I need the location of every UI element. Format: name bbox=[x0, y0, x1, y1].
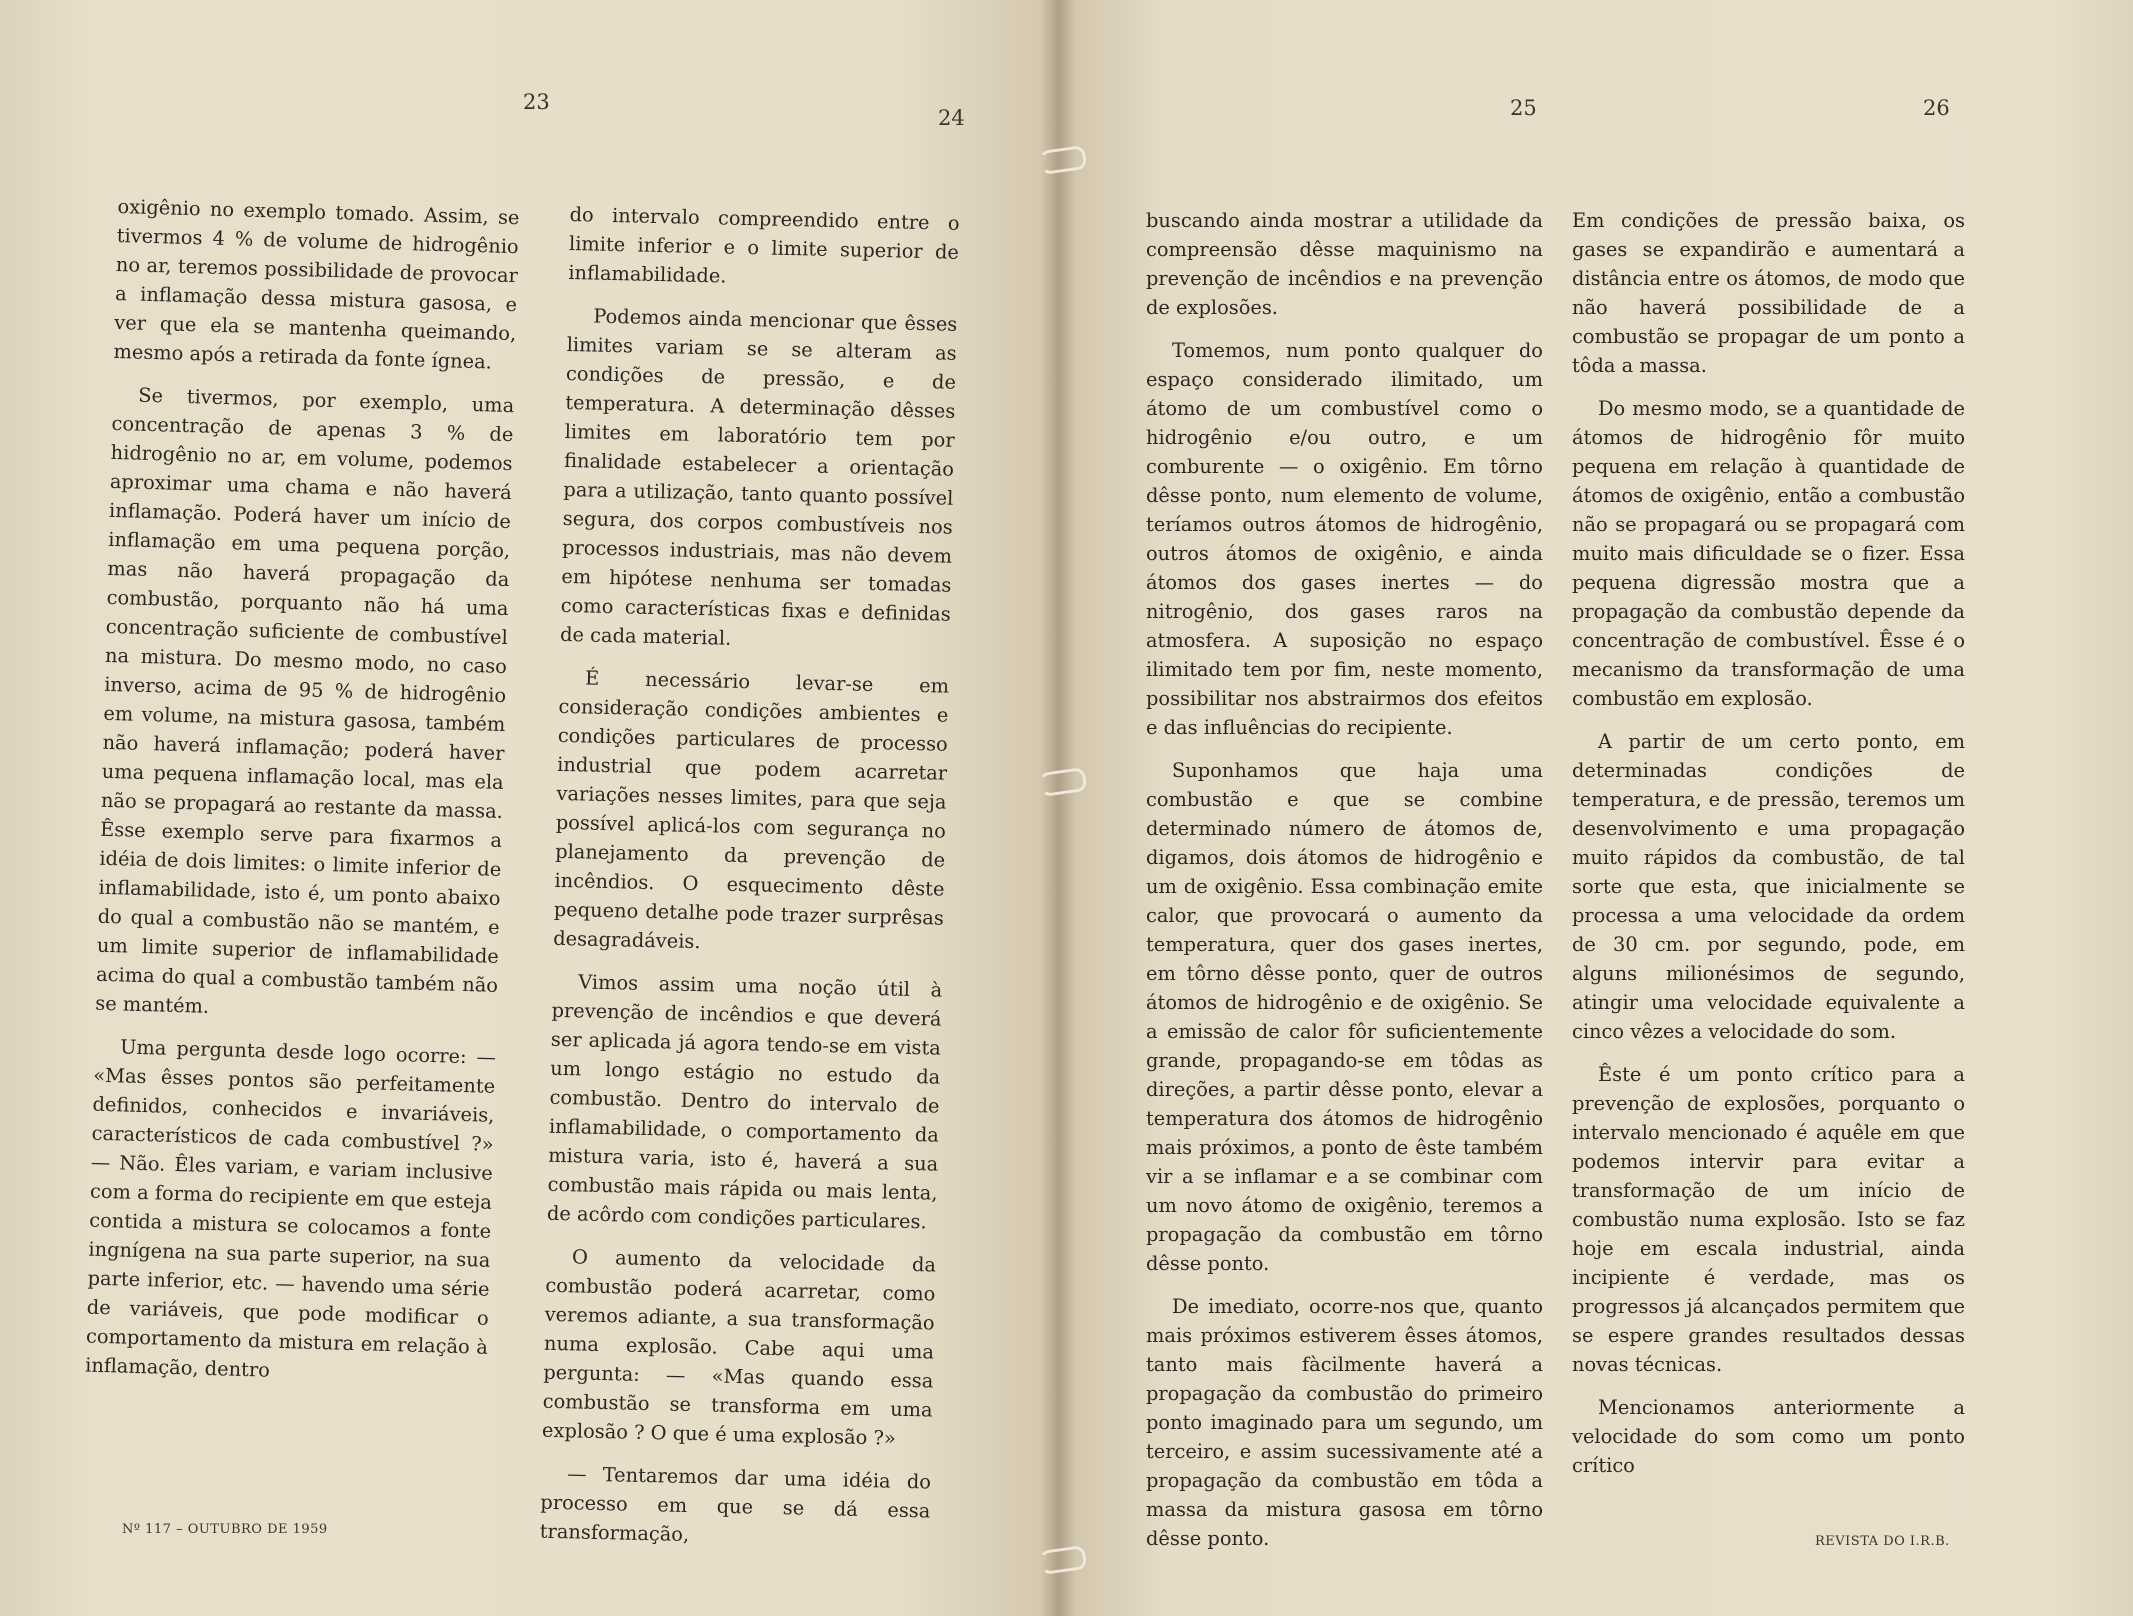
column-page-24 bbox=[539, 200, 960, 1568]
paragraph: Em condições de pressão baixa, os gases se expandirão e aumentará a distância entre os átomos, de modo que não haverá possibilidade de a combustão se propagar de um ponto a tôda a massa. bbox=[1572, 209, 1965, 377]
paragraph: Vimos assim uma noção útil à prevenção de incêndios e que deverá ser aplicada já agora tendo-se em vista um longo estágio no estudo da combustão. Dentro do intervalo de inflamabilidade, o comportamento da mistura varia, isto é, haverá a sua combustão mais rápida ou mais lenta, de acôrdo com condições particulares. bbox=[546, 970, 943, 1234]
paragraph: A partir de um certo ponto, em determinadas condições de temperatura, e de pressão, teremos um desenvolvimento e uma propagação muito rápidos da combustão, de tal sorte que esta, que inicialmente se processa a uma velocidade da ordem de 30 cm. por segundo, pode, em alguns milionésimos de segundo, atingir uma velocidade equivalente a cinco vêzes a velocidade do som. bbox=[1572, 730, 1965, 1043]
page-number-23: 23 bbox=[523, 90, 550, 114]
page-number-26: 26 bbox=[1923, 96, 1950, 120]
page-number-25: 25 bbox=[1510, 96, 1537, 120]
paragraph: Podemos ainda mencionar que êsses limites variam se se alteram as condições de pressão, e de temperatura. A determinação dêsses limites em laboratório tem por finalidade estabelecer a orientação para a utilização, tanto quanto possível segura, dos corpos combustíveis nos processos industriais, mas não devem em hipótese nenhuma ser tomadas como características fixas e definidas de cada material. bbox=[559, 304, 958, 650]
paragraph: oxigênio no exemplo tomado. Assim, se tivermos 4 % de volume de hidrogênio no ar, teremos possibilidade de provocar a inflamação dessa mistura gasosa, e ver que ela se mantenha queimando, mesmo após a retirada da fonte ígnea. bbox=[113, 194, 520, 374]
paragraph: Tomemos, num ponto qualquer do espaço considerado ilimitado, um átomo de um combustível como o hidrogênio e/ou outro, e um comburente — o oxigênio. Em tôrno dêsse ponto, num elemento de volume, teríamos outros átomos de hidrogênio, outros átomos de oxigênio, e ainda átomos dos gases inertes — do nitrogênio, dos gases raros na atmosfera. A suposição no espaço ilimitado tem por fim, neste momento, possibilitar nos abstrairmos dos efeitos e das influências do recipiente. bbox=[1146, 339, 1543, 739]
paragraph: — Tentaremos dar uma idéia do processo em que se dá essa transformação, bbox=[539, 1462, 932, 1547]
footer-issue: Nº 117 – OUTUBRO DE 1959 bbox=[122, 1522, 328, 1537]
binding-gutter bbox=[1040, 0, 1076, 1616]
paragraph: Êste é um ponto crítico para a prevenção de explosões, porquanto o intervalo mencionado é aquêle em que podemos intervir para evitar a transformação de um início de combustão numa explosão. Isto se faz hoje em escala industrial, ainda incipiente é verdade, mas os progressos já alcançados permitem que se espere grandes resultados dessas novas técnicas. bbox=[1572, 1063, 1965, 1376]
paragraph: do intervalo compreendido entre o limite inferior e o limite superior de inflamabilidade. bbox=[568, 202, 960, 288]
paragraph: buscando ainda mostrar a utilidade da compreensão dêsse maquinismo na prevenção de incêndios e na prevenção de explosões. bbox=[1146, 209, 1543, 319]
footer-journal: REVISTA DO I.R.B. bbox=[1815, 1534, 1950, 1549]
column-page-23 bbox=[84, 192, 519, 1405]
page-number-24: 24 bbox=[938, 106, 965, 130]
paragraph: É necessário levar-se em consideração condições ambientes e condições particulares de processo industrial que podem acarretar variações nesses limites, para que seja possível aplicá-los com segurança no planejamento da prevenção de incêndios. O esquecimento dêste pequeno detalhe pode trazer surprêsas desagradáveis. bbox=[552, 666, 950, 954]
paragraph: Uma pergunta desde logo ocorre: — «Mas êsses pontos são perfeitamente definidos, conhecidos e invariáveis, característicos de cada combustível ?» — Não. Êles variam, e variam inclusive com a forma do recipiente em que esteja contida a mistura se colocamos a fonte ingnígena na sua parte superior, na sua parte inferior, etc. — havendo uma série de variáveis, que pode modificar o comportamento da mistura em relação à inflamação, dentro bbox=[84, 1035, 497, 1382]
paragraph: Do mesmo modo, se a quantidade de átomos de hidrogênio fôr muito pequena em relação à quantidade de átomos de oxigênio, então a combustão não se propagará ou se propagará com muito mais dificuldade se o fizer. Essa pequena digressão mostra que a propagação da combustão depende da concentração de combustível. Êsse é o mecanismo da transformação de uma combustão em explosão. bbox=[1572, 397, 1965, 710]
paragraph: Se tivermos, por exemplo, uma concentração de apenas 3 % de hidrogênio no ar, em volume, podemos aproximar uma chama e não haverá inflamação. Poderá haver um início de inflamação em uma pequena porção, mas não haverá propagação da combustão, porquanto não há uma concentração suficiente de combustível na mistura. Do mesmo modo, no caso inverso, acima de 95 % de hidrogênio em volume, na mistura gasosa, também não haverá inflamação; poderá haver uma pequena inflamação local, mas ela não se propagará ao restante da massa. Êsse exemplo serve para fixarmos a idéia de dois limites: o limite inferior de inflamabilidade, isto é, um ponto abaixo do qual a combustão não se mantém, e um limite superior de inflamabilidade acima do qual a combustão também não se mantém. bbox=[95, 383, 515, 1018]
column-page-26 bbox=[1572, 206, 1965, 1494]
paragraph: O aumento da velocidade da combustão poderá acarretar, como veremos adiante, a sua transformação numa explosão. Cabe aqui uma pergunta: — «Mas quando essa combustão se transforma em uma explosão ? O que é uma explosão ?» bbox=[541, 1245, 937, 1450]
paragraph: Mencionamos anteriormente a velocidade do som como um ponto crítico bbox=[1572, 1396, 1965, 1477]
column-page-25 bbox=[1146, 206, 1543, 1567]
paragraph: De imediato, ocorre-nos que, quanto mais próximos estiverem êsses átomos, tanto mais fàcilmente haverá a propagação da combustão do primeiro ponto imaginado para um segundo, um terceiro, e assim sucessivamente até a propagação da combustão em tôda a massa da mistura gasosa em tôrno dêsse ponto. bbox=[1146, 1295, 1543, 1550]
paragraph: Suponhamos que haja uma combustão e que se combine determinado número de átomos de, digamos, dois átomos de hidrogênio e um de oxigênio. Essa combinação emite calor, que provocará o aumento da temperatura, quer dos gases inertes, em tôrno dêsse ponto, quer de outros átomos de hidrogênio e de oxigênio. Se a emissão de calor fôr suficientemente grande, propagando-se em tôdas as direções, a partir dêsse ponto, elevar a temperatura dos átomos de hidrogênio mais próximos, a ponto de êste também vir a se inflamar e a se combinar com um novo átomo de oxigênio, teremos a propagação da combustão em tôrno dêsse ponto. bbox=[1146, 759, 1543, 1275]
